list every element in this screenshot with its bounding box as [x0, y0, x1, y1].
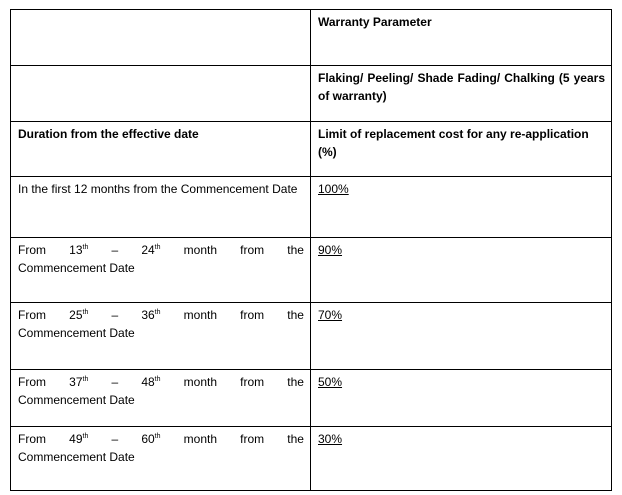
- word-from-2: from: [240, 308, 265, 322]
- duration-cell: [11, 238, 311, 303]
- end-month: 60th: [141, 432, 161, 446]
- limit-cell: 30%: [311, 427, 612, 491]
- word-month: month: [183, 308, 218, 322]
- duration-cell: [11, 427, 311, 491]
- end-month: 48th: [141, 375, 161, 389]
- table-row: [11, 427, 612, 491]
- word-the: the: [287, 243, 304, 257]
- word-from-2: from: [240, 375, 265, 389]
- word-the: the: [287, 432, 304, 446]
- table-row-header-columns: [11, 122, 612, 177]
- table-row: [11, 177, 612, 238]
- duration-line: [18, 373, 304, 391]
- warranty-table: [10, 9, 612, 491]
- start-month: 37th: [69, 375, 89, 389]
- word-the: the: [287, 308, 304, 322]
- word-month: month: [183, 243, 218, 257]
- limit-column-heading: Limit of replacement cost for any re-application (%): [311, 122, 612, 177]
- table-row: [11, 370, 612, 427]
- word-month: month: [183, 375, 218, 389]
- start-month: 13th: [69, 243, 89, 257]
- duration-line: [18, 430, 304, 448]
- start-month: 49th: [69, 432, 89, 446]
- table-row: [11, 238, 612, 303]
- word-from-2: from: [240, 243, 265, 257]
- duration-tail: Commencement Date: [18, 261, 135, 275]
- end-month: 36th: [141, 308, 161, 322]
- limit-cell: 50%: [311, 370, 612, 427]
- word-from: From: [18, 243, 46, 257]
- word-from-2: from: [240, 432, 265, 446]
- duration-tail: Commencement Date: [18, 326, 135, 340]
- warranty-parameter-heading: Warranty Parameter: [311, 10, 612, 66]
- end-month: 24th: [141, 243, 161, 257]
- empty-cell: [11, 66, 311, 122]
- dash: –: [111, 432, 119, 446]
- table-row: [11, 303, 612, 370]
- word-month: month: [183, 432, 218, 446]
- limit-cell: 100%: [311, 177, 612, 238]
- start-month: 25th: [69, 308, 89, 322]
- empty-cell: [11, 10, 311, 66]
- duration-tail: Commencement Date: [18, 393, 135, 407]
- duration-cell: [11, 303, 311, 370]
- word-from: From: [18, 375, 46, 389]
- dash: –: [111, 375, 119, 389]
- word-from: From: [18, 432, 46, 446]
- duration-column-heading: Duration from the effective date: [11, 122, 311, 177]
- duration-line: [18, 306, 304, 324]
- table-row-header-defects: [11, 66, 612, 122]
- duration-cell: [11, 370, 311, 427]
- table-row-header-parameter: [11, 10, 612, 66]
- limit-cell: 90%: [311, 238, 612, 303]
- limit-cell: 70%: [311, 303, 612, 370]
- duration-cell: In the first 12 months from the Commencement Date: [11, 177, 311, 238]
- dash: –: [111, 243, 119, 257]
- defects-heading: Flaking/ Peeling/ Shade Fading/ Chalking (5 years of warranty): [311, 66, 612, 122]
- word-from: From: [18, 308, 46, 322]
- dash: –: [111, 308, 119, 322]
- duration-tail: Commencement Date: [18, 450, 135, 464]
- duration-line: [18, 241, 304, 259]
- word-the: the: [287, 375, 304, 389]
